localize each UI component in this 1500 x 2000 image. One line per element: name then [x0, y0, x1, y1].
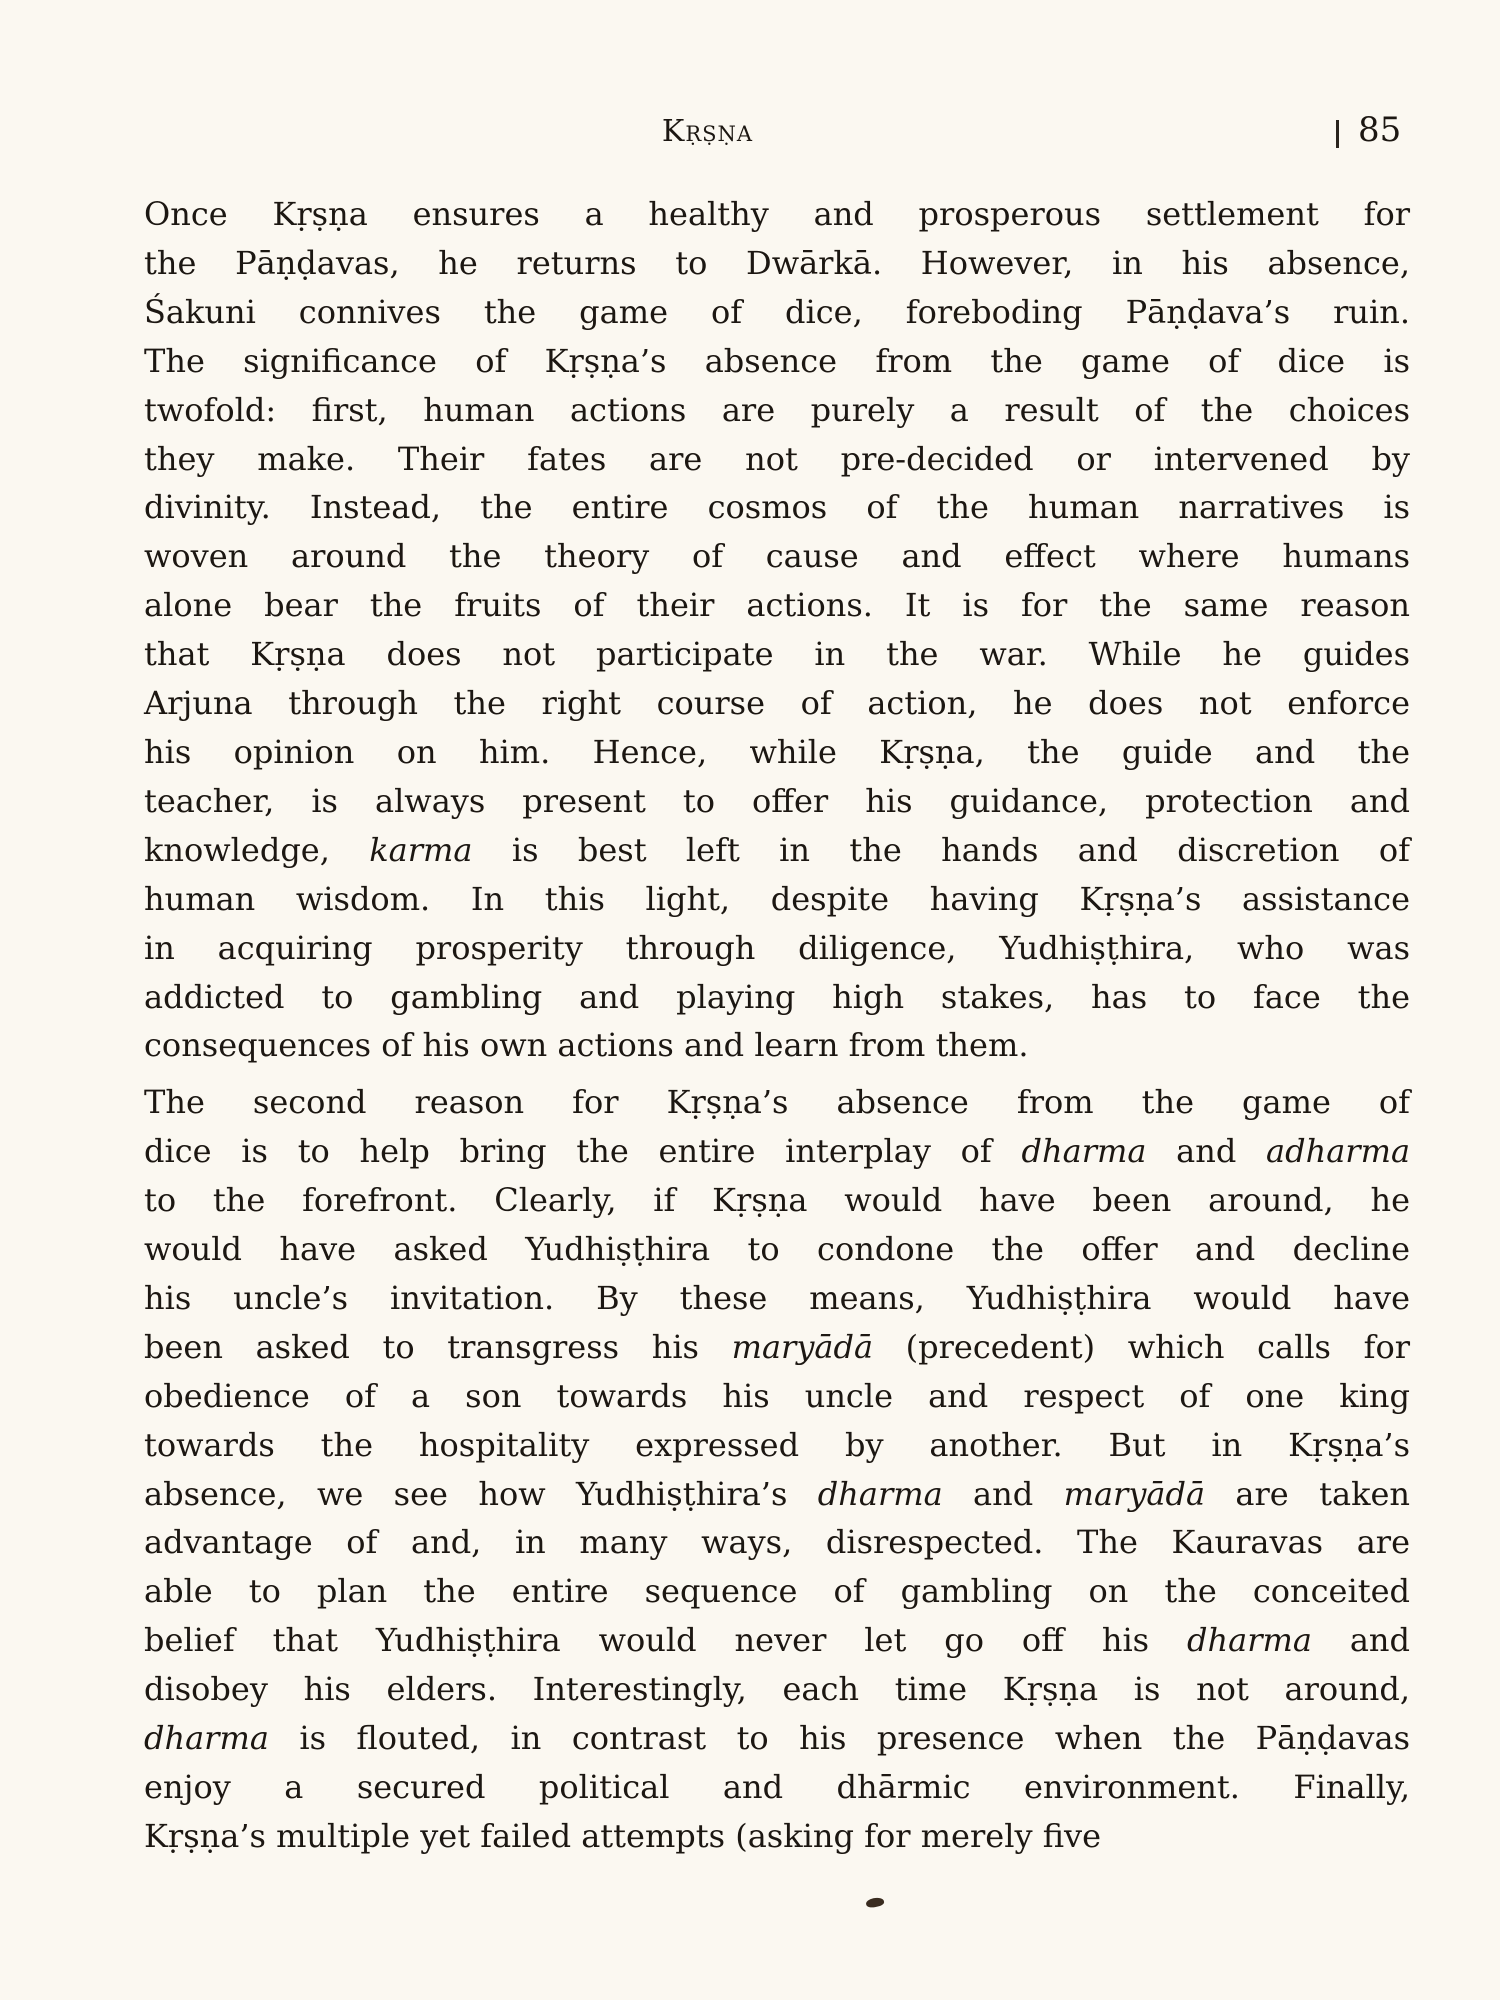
text-segment: are taken: [1205, 1474, 1411, 1513]
italic-term: karma: [369, 830, 473, 869]
text-line: [62, 1021, 1410, 1070]
text-line: [62, 239, 1410, 288]
text-segment: Kṛṣṇa’s multiple yet failed attempts (asking for merely five: [144, 1816, 1102, 1855]
text-segment: knowledge,: [144, 830, 370, 869]
text-segment: divinity. Instead, the entire cosmos of the human narratives is: [144, 488, 1410, 527]
text-segment: twofold: first, human actions are purely a result of the choices: [144, 390, 1410, 429]
italic-term: maryādā: [731, 1327, 874, 1366]
text-line: [62, 1812, 1410, 1861]
text-line: [62, 1372, 1410, 1421]
text-segment: that Kṛṣṇa does not participate in the war. While he guides: [144, 635, 1410, 674]
text-line: [62, 1714, 1410, 1763]
text-line: [62, 1470, 1410, 1519]
text-segment: is flouted, in contrast to his presence when the Pāṇḍavas: [268, 1719, 1410, 1758]
text-segment: (precedent) which calls for: [873, 1327, 1411, 1366]
text-segment: addicted to gambling and playing high stakes, has to face the: [144, 977, 1410, 1016]
text-segment: Śakuni connives the game of dice, foreboding Pāṇḍava’s ruin.: [144, 292, 1410, 331]
text-line: [62, 1225, 1410, 1274]
text-line: [62, 1274, 1410, 1323]
text-line: [62, 190, 1410, 239]
italic-term: dharma: [1187, 1621, 1312, 1660]
text-segment: is best left in the hands and discretion of: [472, 830, 1411, 869]
text-segment: and: [1311, 1621, 1411, 1660]
text-segment: Arjuna through the right course of action, he does not enforce: [144, 684, 1410, 723]
text-segment: to the forefront. Clearly, if Kṛṣṇa would have been around, he: [144, 1181, 1410, 1220]
text-segment: Once Kṛṣṇa ensures a healthy and prosperous settlement for: [144, 195, 1410, 233]
text-line: [62, 386, 1410, 435]
text-segment: able to plan the entire sequence of gambling on the conceited: [144, 1572, 1410, 1611]
text-line: [62, 1176, 1410, 1225]
page-number: 85: [1358, 110, 1402, 150]
running-head-title: Kṛṣṇa: [661, 114, 754, 149]
text-line: [62, 1127, 1410, 1176]
header-separator: [1336, 120, 1339, 148]
text-segment: human wisdom. In this light, despite having Kṛṣṇa’s assistance: [144, 879, 1410, 918]
text-segment: towards the hospitality expressed by another. But in Kṛṣṇa’s: [144, 1425, 1410, 1464]
paragraph: [62, 1078, 1410, 1861]
italic-term: maryādā: [1063, 1474, 1206, 1513]
text-segment: the Pāṇḍavas, he returns to Dwārkā. However, in his absence,: [144, 243, 1410, 282]
text-segment: The significance of Kṛṣṇa’s absence from the game of dice is: [144, 341, 1410, 380]
text-segment: obedience of a son towards his uncle and respect of one king: [144, 1376, 1410, 1415]
text-segment: and: [1146, 1132, 1267, 1171]
text-line: [62, 1421, 1410, 1470]
text-line: [62, 1323, 1410, 1372]
text-line: [62, 532, 1410, 581]
text-segment: been asked to transgress his: [144, 1327, 732, 1366]
italic-term: adharma: [1266, 1132, 1411, 1171]
body-text: [62, 190, 1410, 1861]
text-segment: woven around the theory of cause and effect where humans: [144, 537, 1410, 576]
text-line: [62, 826, 1410, 875]
text-line: [62, 1078, 1410, 1127]
text-segment: dice is to help bring the entire interplay of: [144, 1132, 1022, 1171]
text-line: [62, 581, 1410, 630]
text-segment: his uncle’s invitation. By these means, Yudhiṣṭhira would have: [144, 1278, 1410, 1317]
text-segment: belief that Yudhiṣṭhira would never let go off his: [144, 1621, 1188, 1660]
text-segment: would have asked Yudhiṣṭhira to condone the offer and decline: [144, 1230, 1410, 1269]
text-segment: and: [942, 1474, 1064, 1513]
italic-term: dharma: [817, 1474, 943, 1513]
text-line: [62, 777, 1410, 826]
text-line: [62, 973, 1410, 1022]
text-line: [62, 1616, 1410, 1665]
text-segment: consequences of his own actions and learn from them.: [144, 1026, 1029, 1065]
text-line: [62, 288, 1410, 337]
italic-term: dharma: [144, 1719, 269, 1758]
text-segment: The second reason for Kṛṣṇa’s absence from the game of: [144, 1083, 1410, 1122]
text-segment: teacher, is always present to offer his guidance, protection and: [144, 781, 1410, 820]
running-head: [0, 110, 1500, 162]
ink-mark: [865, 1896, 884, 1909]
text-segment: advantage of and, in many ways, disrespected. The Kauravas are: [144, 1523, 1410, 1562]
text-segment: alone bear the fruits of their actions. It is for the same reason: [144, 586, 1410, 625]
text-line: [62, 630, 1410, 679]
text-segment: his opinion on him. Hence, while Kṛṣṇa, the guide and the: [144, 732, 1410, 771]
text-segment: they make. Their fates are not pre-decided or intervened by: [144, 439, 1410, 478]
text-line: [62, 1763, 1410, 1812]
text-segment: enjoy a secured political and dhārmic environment. Finally,: [144, 1768, 1410, 1806]
paragraph: [62, 190, 1410, 1070]
text-segment: in acquiring prosperity through diligence, Yudhiṣṭhira, who was: [144, 928, 1410, 967]
text-line: [62, 679, 1410, 728]
text-segment: disobey his elders. Interestingly, each time Kṛṣṇa is not around,: [144, 1670, 1410, 1709]
text-line: [62, 483, 1410, 532]
text-line: [62, 337, 1410, 386]
text-line: [62, 728, 1410, 777]
text-line: [62, 924, 1410, 973]
italic-term: dharma: [1021, 1132, 1147, 1171]
text-line: [62, 435, 1410, 484]
text-line: [62, 1665, 1410, 1714]
text-segment: absence, we see how Yudhiṣṭhira’s: [144, 1474, 818, 1513]
text-line: [62, 875, 1410, 924]
text-line: [62, 1567, 1410, 1616]
text-line: [62, 1518, 1410, 1567]
